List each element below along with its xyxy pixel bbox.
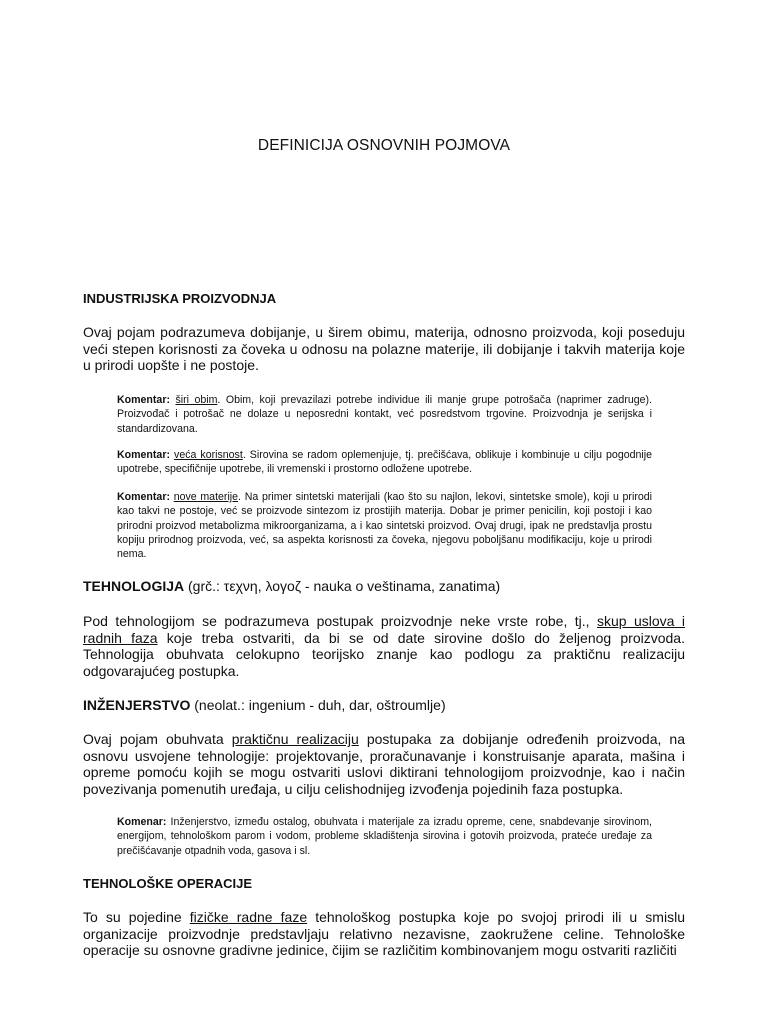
section-paragraph-inzenjerstvo [83, 731, 685, 797]
page-title: DEFINICIJA OSNOVNIH POJMOVA [257, 137, 511, 154]
paragraph-text: tehnološkog postupka koje po svojoj prirodi ili u smislu organizacije proizvodnje predstavljaju relativno nezavisne, zaokružene celine. Tehnološke operacije su osnovne gradivne jedinice, čijim se različitim kombinovanjem mogu ostvariti različiti [83, 909, 685, 959]
comment-term: veća korisnost [174, 449, 243, 461]
comment-text: . Obim, koji prevazilazi potrebe individue ili manje grupe potrošača (naprimer zadruge). Proizvođač i potrošač ne dolaze u neposredni kontakt, već posredstvom trgovine. Proizvodnja je serijska i standardizovana. [117, 394, 652, 435]
section-paragraph-tehnologija [83, 613, 685, 679]
comment-inzenjerstvo [117, 815, 652, 858]
comment-label: Komentar: [117, 394, 170, 406]
heading-term: TEHNOLOGIJA [83, 578, 185, 594]
section-heading-tehnologija [83, 578, 685, 594]
section-heading-industrijska-proizvodnja: INDUSTRIJSKA PROIZVODNJA [83, 291, 277, 306]
heading-etymology: (neolat.: ingenium - duh, dar, oštroumlje) [190, 697, 446, 713]
comment-text: Inženjerstvo, između ostalog, obuhvata i materijale za izradu opreme, cene, snabdevanje sirovinom, energijom, tehnološkom parom i vodom, probleme skladištenja sirovina i gotovih proizvoda, prateće uređaje za prečišćavanje otpadnih voda, gasova i sl. [117, 816, 652, 857]
section-paragraph-industrijska-proizvodnja: Ovaj pojam podrazumeva dobijanje, u širem obimu, materija, odnosno proizvoda, koji poseduju veći stepen korisnosti za čoveka u odnosu na polazne materije, ili dobijanje i takvih materija koje u prirodi uopšte i ne postoje. [83, 324, 685, 374]
heading-etymology: (grč.: τεχνη, λογοζ - nauka o veštinama, zanatima) [184, 578, 501, 594]
underlined-term: skup uslova i radnih faza [83, 613, 685, 646]
comment-text: . Na primer sintetski materijali (kao što su najlon, lekovi, sintetske smole), koji u prirodi kao takvi ne postoje, već se proizvode sintezom iz prostijih materija. Dobar je primer penicilin, koji postoji i kao prirodni proizvod metabolizma mikroorganizama, a i kao sintetski proizvod. Ovaj drugi, ipak ne predstavlja prostu kopiju prirodnog proizvoda, već, sa aspekta korisnosti za čoveka, njegovu poboljšanu modifikaciju, koje u prirodi nema. [117, 491, 652, 561]
comment-nove-materije [117, 490, 652, 561]
underlined-term: fizičke radne faze [189, 909, 308, 925]
paragraph-text: To su pojedine [83, 909, 190, 925]
comment-term: širi obim [175, 394, 218, 406]
comment-siri-obim [117, 393, 652, 436]
comment-label: Komentar: [117, 491, 170, 503]
comment-label: Komentar: [117, 449, 170, 461]
paragraph-text: koje treba ostvariti, da bi se od date sirovine došlo do željenog proizvoda. Tehnologija obuhvata celokupno teorijsko znanje kao podlogu za praktičnu realizaciju odgovarajućeg postupka. [83, 629, 685, 679]
comment-veca-korisnost [117, 448, 652, 477]
underlined-term: praktičnu realizaciju [231, 731, 359, 747]
section-heading-inzenjerstvo [83, 697, 685, 713]
comment-term: nove materije [173, 491, 239, 503]
section-heading-tehnoloske-operacije: TEHNOLOŠKE OPERACIJE [83, 876, 253, 891]
comment-label: Komenar: [117, 816, 167, 828]
paragraph-text: postupaka za dobijanje određenih proizvoda, na osnovu usvojene tehnologije: projektovanje, proračunavanje i konstruisanje aparata, mašina i opreme pomoću kojih se mogu ostvariti uslovi diktirani tehnologijom proizvodnje, kao i način povezivanja pomenutih uređaja, u cilju celishodnijeg izvođenja pojedinih faza postupka. [83, 731, 685, 797]
paragraph-text: Ovaj pojam obuhvata [83, 731, 232, 747]
heading-term: INŽENJERSTVO [83, 697, 191, 713]
comment-text: . Sirovina se radom oplemenjuje, tj. prečišćava, oblikuje i kombinuje u cilju pogodnije upotrebe, specifičnije upotrebe, ili vremenski i prostorno odložene upotrebe. [117, 449, 652, 476]
section-paragraph-tehnoloske-operacije [83, 909, 685, 959]
paragraph-text: Pod tehnologijom se podrazumeva postupak proizvodnje neke vrste robe, tj., [83, 613, 597, 629]
